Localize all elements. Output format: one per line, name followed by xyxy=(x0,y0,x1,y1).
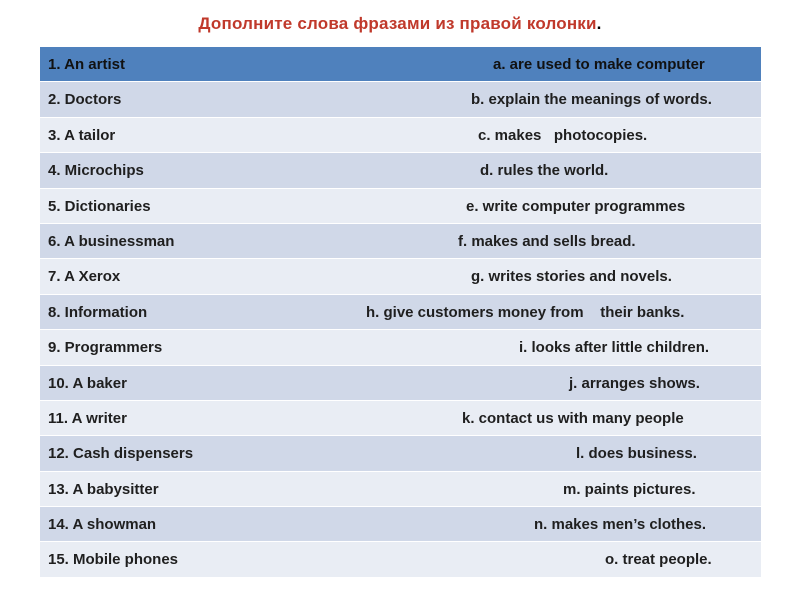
left-item: 15. Mobile phones xyxy=(48,551,179,569)
right-item: n. makes men’s clothes. xyxy=(534,516,707,534)
right-item: l. does business. xyxy=(576,445,697,463)
right-item: b. explain the meanings of words. xyxy=(471,91,712,109)
right-item: j. arranges shows. xyxy=(569,374,700,392)
table-row xyxy=(40,224,761,259)
table-row xyxy=(40,542,761,577)
right-item: m. paints pictures. xyxy=(563,480,696,498)
left-item: 5. Dictionaries xyxy=(48,197,151,215)
table-row xyxy=(40,259,761,294)
right-item: g. writes stories and novels. xyxy=(471,268,672,286)
table-row xyxy=(40,118,761,153)
right-item: h. give customers money from their banks. xyxy=(366,303,685,321)
left-item: 12. Cash dispensers xyxy=(48,445,194,463)
right-item: i. looks after little children. xyxy=(519,339,710,357)
right-item: o. treat people. xyxy=(605,551,712,569)
left-item: 3. A tailor xyxy=(48,126,116,144)
left-item: 1. An artist xyxy=(48,56,125,73)
right-item: k. contact us with many people xyxy=(462,409,684,427)
left-item: 4. Microchips xyxy=(48,162,144,180)
left-item: 7. A Xerox xyxy=(48,268,121,286)
table-row xyxy=(40,47,761,82)
left-item: 10. A baker xyxy=(48,374,127,392)
left-item: 14. A showman xyxy=(48,516,157,534)
table-row xyxy=(40,436,761,471)
left-item: 8. Information xyxy=(48,303,148,321)
left-item: 11. A writer xyxy=(48,409,127,427)
title-period: . xyxy=(596,14,602,33)
table-row xyxy=(40,330,761,365)
right-item: e. write computer programmes xyxy=(466,197,686,215)
table-row xyxy=(40,153,761,188)
matching-table xyxy=(40,47,761,578)
table-row xyxy=(40,189,761,224)
table-row xyxy=(40,295,761,330)
left-item: 2. Doctors xyxy=(48,91,122,109)
table-row xyxy=(40,472,761,507)
table-row xyxy=(40,366,761,401)
left-item: 9. Programmers xyxy=(48,339,163,357)
right-item: f. makes and sells bread. xyxy=(458,232,636,250)
title-text: Дополните слова фразами из правой колонки xyxy=(198,14,597,33)
right-item: a. are used to make computer xyxy=(493,56,705,73)
right-item: d. rules the world. xyxy=(480,162,609,180)
table-row xyxy=(40,507,761,542)
table-row xyxy=(40,401,761,436)
right-item: c. makes photocopies. xyxy=(478,126,648,144)
left-item: 13. A babysitter xyxy=(48,480,159,498)
page-title xyxy=(0,14,800,34)
table-row xyxy=(40,82,761,117)
left-item: 6. A businessman xyxy=(48,232,175,250)
